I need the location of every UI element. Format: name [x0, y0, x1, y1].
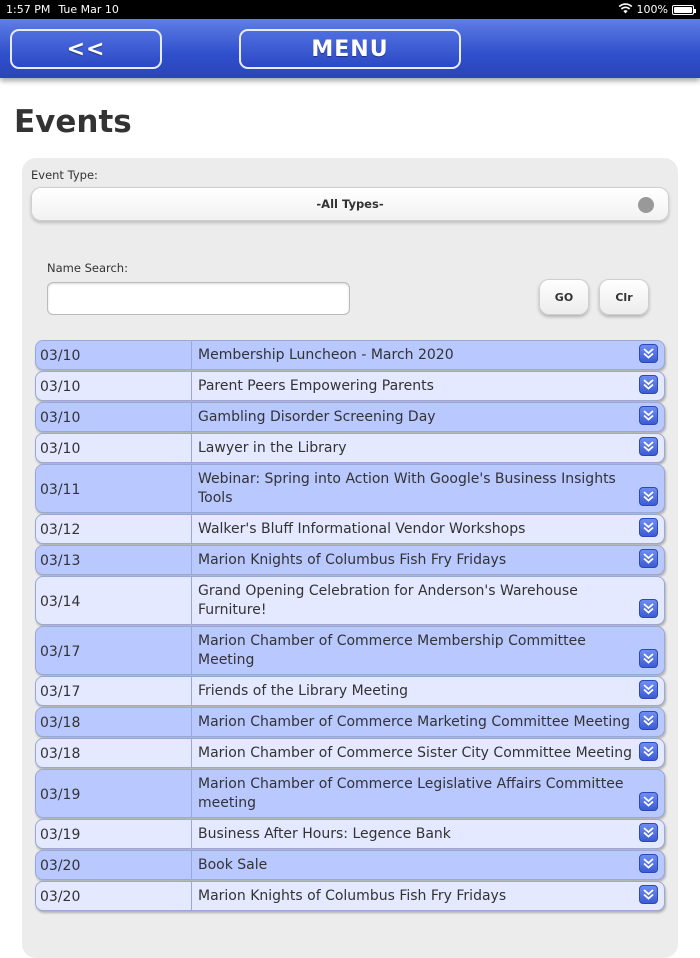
- event-row[interactable]: [35, 881, 665, 911]
- event-row[interactable]: [35, 850, 665, 880]
- event-title: Marion Knights of Columbus Fish Fry Fridays: [198, 552, 507, 568]
- event-row[interactable]: [35, 433, 665, 463]
- event-date: 03/10: [36, 341, 192, 369]
- event-row[interactable]: [35, 371, 665, 401]
- event-date: 03/11: [36, 465, 192, 512]
- expand-chevron-icon[interactable]: [639, 487, 658, 506]
- app-header: [0, 19, 700, 78]
- name-search-input[interactable]: [47, 282, 350, 315]
- expand-chevron-icon[interactable]: [639, 649, 658, 668]
- expand-chevron-icon[interactable]: [639, 854, 658, 873]
- event-date: 03/17: [36, 677, 192, 705]
- event-date: 03/10: [36, 403, 192, 431]
- event-title: Book Sale: [198, 857, 268, 873]
- back-button[interactable]: <<: [10, 29, 162, 69]
- status-bar: [0, 0, 700, 19]
- expand-chevron-icon[interactable]: [639, 549, 658, 568]
- expand-chevron-icon[interactable]: [639, 375, 658, 394]
- event-row[interactable]: [35, 545, 665, 575]
- event-title: Parent Peers Empowering Parents: [198, 378, 434, 394]
- event-row[interactable]: [35, 707, 665, 737]
- page-title: Events: [14, 104, 132, 140]
- event-row[interactable]: [35, 514, 665, 544]
- expand-chevron-icon[interactable]: [639, 344, 658, 363]
- menu-button[interactable]: MENU: [239, 29, 461, 69]
- dropdown-dot-icon: [638, 197, 654, 213]
- expand-chevron-icon[interactable]: [639, 437, 658, 456]
- event-title: Webinar: Spring into Action With Google's Business Insights Tools: [198, 471, 616, 506]
- event-date: 03/19: [36, 770, 192, 817]
- event-row[interactable]: [35, 769, 665, 818]
- expand-chevron-icon[interactable]: [639, 792, 658, 811]
- event-date: 03/10: [36, 372, 192, 400]
- expand-chevron-icon[interactable]: [639, 518, 658, 537]
- expand-chevron-icon[interactable]: [639, 599, 658, 618]
- event-type-select[interactable]: [31, 187, 669, 221]
- battery-icon: [672, 5, 694, 15]
- event-title: Walker's Bluff Informational Vendor Workshops: [198, 521, 526, 537]
- event-date: 03/20: [36, 851, 192, 879]
- event-title: Business After Hours: Legence Bank: [198, 826, 451, 842]
- event-title: Membership Luncheon - March 2020: [198, 347, 454, 363]
- battery-percent: 100%: [636, 3, 668, 16]
- event-date: 03/17: [36, 627, 192, 674]
- event-row[interactable]: [35, 576, 665, 625]
- event-type-value: -All Types-: [316, 197, 384, 211]
- event-row[interactable]: [35, 819, 665, 849]
- expand-chevron-icon[interactable]: [639, 406, 658, 425]
- event-type-label: Event Type:: [31, 168, 98, 182]
- expand-chevron-icon[interactable]: [639, 742, 658, 761]
- go-button[interactable]: GO: [539, 279, 589, 315]
- status-right: [618, 3, 694, 17]
- wifi-icon: [618, 3, 633, 17]
- event-date: 03/12: [36, 515, 192, 543]
- name-search-label: Name Search:: [47, 261, 128, 275]
- status-date: Tue Mar 10: [58, 3, 119, 16]
- event-title: Lawyer in the Library: [198, 440, 347, 456]
- event-title: Marion Chamber of Commerce Marketing Committee Meeting: [198, 714, 630, 730]
- event-title: Gambling Disorder Screening Day: [198, 409, 436, 425]
- event-title: Marion Chamber of Commerce Sister City Committee Meeting: [198, 745, 633, 761]
- event-date: 03/18: [36, 739, 192, 767]
- event-title: Marion Chamber of Commerce Legislative Affairs Committee meeting: [198, 776, 624, 811]
- expand-chevron-icon[interactable]: [639, 823, 658, 842]
- event-date: 03/14: [36, 577, 192, 624]
- event-date: 03/10: [36, 434, 192, 462]
- expand-chevron-icon[interactable]: [639, 680, 658, 699]
- event-row[interactable]: [35, 738, 665, 768]
- event-title: Marion Knights of Columbus Fish Fry Fridays: [198, 888, 507, 904]
- event-title: Friends of the Library Meeting: [198, 683, 409, 699]
- event-row[interactable]: [35, 464, 665, 513]
- expand-chevron-icon[interactable]: [639, 711, 658, 730]
- event-date: 03/20: [36, 882, 192, 910]
- events-list: [35, 340, 667, 912]
- event-date: 03/13: [36, 546, 192, 574]
- event-row[interactable]: [35, 402, 665, 432]
- clear-button[interactable]: Clr: [599, 279, 649, 315]
- event-date: 03/18: [36, 708, 192, 736]
- event-row[interactable]: [35, 626, 665, 675]
- event-row[interactable]: [35, 340, 665, 370]
- event-date: 03/19: [36, 820, 192, 848]
- event-title: Grand Opening Celebration for Anderson's Warehouse Furniture!: [198, 583, 578, 618]
- event-row[interactable]: [35, 676, 665, 706]
- event-title: Marion Chamber of Commerce Membership Committee Meeting: [198, 633, 586, 668]
- expand-chevron-icon[interactable]: [639, 885, 658, 904]
- status-time: 1:57 PM: [6, 3, 51, 16]
